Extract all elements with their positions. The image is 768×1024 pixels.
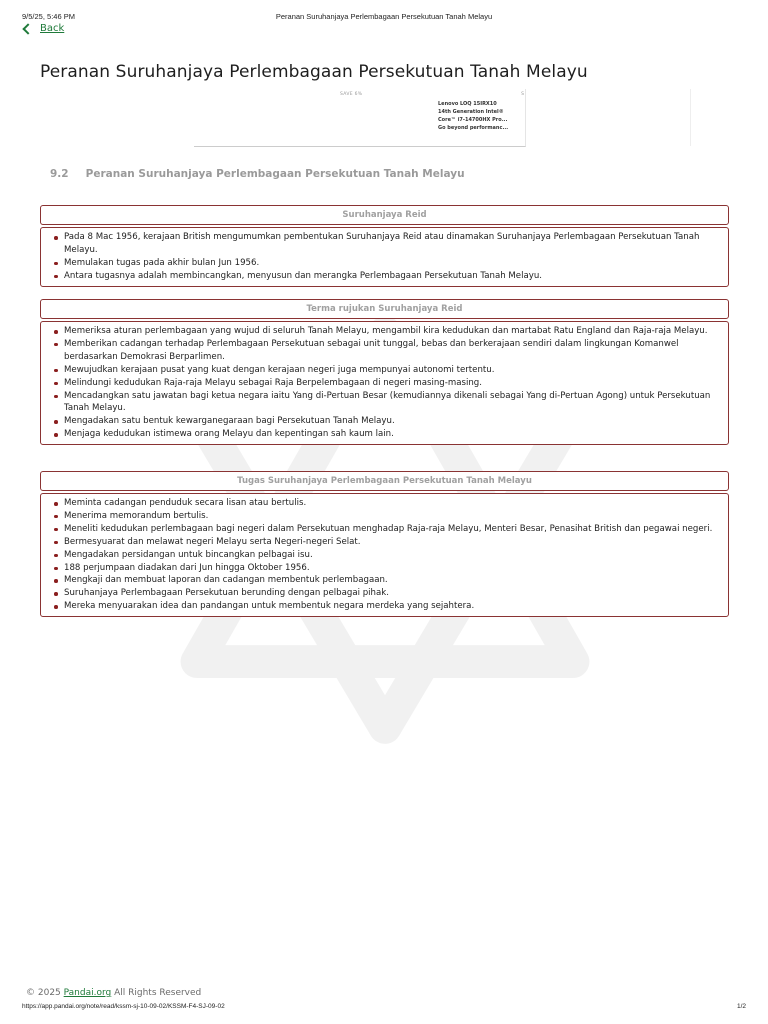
list-item: Meneliti kedudukan perlembagaan bagi negeri dalam Persekutuan menghadap Raja-raja Melayu, Menteri Besar, Penasihat British dan pegawai negeri. — [64, 523, 720, 536]
ad-product-line: Lenovo LOQ 15IRX10 — [438, 101, 497, 107]
list-item: Memberikan cadangan terhadap Perlembagaan Persekutuan sebagai unit tunggal, bebas dan berkerajaan sendiri dalam lingkungan Komanwel berdasarkan Demokrasi Berparlimen. — [64, 338, 720, 364]
advertisement-banner[interactable] — [194, 89, 526, 147]
back-link[interactable] — [24, 23, 64, 34]
list-item: Melindungi kedudukan Raja-raja Melayu sebagai Raja Berpelembagaan di negeri masing-masing. — [64, 377, 720, 390]
bullet-list — [49, 325, 720, 441]
print-document-title: Peranan Suruhanjaya Perlembagaan Persekutuan Tanah Melayu — [275, 12, 493, 21]
section-heading — [50, 168, 465, 180]
list-item: Mereka menyuarakan idea dan pandangan untuk membentuk negara merdeka yang sejahtera. — [64, 600, 720, 613]
box-title: Terma rujukan Suruhanjaya Reid — [40, 299, 729, 319]
box-body — [40, 493, 729, 617]
list-item: 188 perjumpaan diadakan dari Jun hingga Oktober 1956. — [64, 562, 720, 575]
bullet-list — [49, 231, 720, 283]
bullet-list — [49, 497, 720, 613]
list-item: Suruhanjaya Perlembagaan Persekutuan berunding dengan pelbagai pihak. — [64, 587, 720, 600]
ad-product-line: Core™ i7-14700HX Pro... — [438, 117, 508, 123]
section-title: Peranan Suruhanjaya Perlembagaan Persekutuan Tanah Melayu — [85, 168, 465, 180]
ad-save-badge-right: S — [521, 92, 524, 97]
print-date: 9/5/25, 5:46 PM — [22, 12, 75, 21]
page-title: Peranan Suruhanjaya Perlembagaan Persekutuan Tanah Melayu — [40, 62, 588, 82]
section-number: 9.2 — [50, 168, 69, 180]
print-header — [22, 12, 746, 22]
list-item: Bermesyuarat dan melawat negeri Melayu serta Negeri-negeri Selat. — [64, 536, 720, 549]
ad-divider — [690, 89, 691, 146]
box-body — [40, 321, 729, 445]
list-item: Meminta cadangan penduduk secara lisan atau bertulis. — [64, 497, 720, 510]
back-label: Back — [40, 23, 65, 34]
list-item: Memulakan tugas pada akhir bulan Jun 1956. — [64, 257, 720, 270]
list-item: Mengadakan satu bentuk kewarganegaraan bagi Persekutuan Tanah Melayu. — [64, 415, 720, 428]
box-title: Tugas Suruhanjaya Perlembagaan Persekutuan Tanah Melayu — [40, 471, 729, 491]
list-item: Mencadangkan satu jawatan bagi ketua negara iaitu Yang di-Pertuan Besar (kemudiannya dikenali sebagai Yang di-Pertuan Agong) untuk Persekutuan Tanah Melayu. — [64, 390, 720, 416]
copyright-prefix: © 2025 — [26, 988, 64, 998]
box-title: Suruhanjaya Reid — [40, 205, 729, 225]
box-body — [40, 227, 729, 287]
info-box-tugas-suruhanjaya — [40, 471, 729, 617]
info-box-terma-rujukan — [40, 299, 729, 445]
copyright-suffix: All Rights Reserved — [111, 988, 202, 998]
ad-product-text — [438, 100, 508, 132]
list-item: Menerima memorandum bertulis. — [64, 510, 720, 523]
list-item: Memeriksa aturan perlembagaan yang wujud di seluruh Tanah Melayu, mengambil kira kedudukan dan martabat Ratu England dan Raja-raja Melayu. — [64, 325, 720, 338]
list-item: Mewujudkan kerajaan pusat yang kuat dengan kerajaan negeri juga mempunyai autonomi tertentu. — [64, 364, 720, 377]
ad-product-line: Go beyond performanc... — [438, 125, 509, 131]
ad-save-badge: SAVE 6% — [340, 92, 363, 97]
print-url: https://app.pandai.org/note/read/kssm-sj-10-09-02/KSSM-F4-SJ-09-02 — [22, 1003, 225, 1010]
chevron-left-icon — [22, 23, 33, 34]
print-footer — [22, 1003, 746, 1013]
list-item: Pada 8 Mac 1956, kerajaan British mengumumkan pembentukan Suruhanjaya Reid atau dinamakan Suruhanjaya Perlembagaan Persekutuan Tanah Melayu. — [64, 231, 720, 257]
list-item: Mengkaji dan membuat laporan dan cadangan membentuk perlembagaan. — [64, 574, 720, 587]
list-item: Mengadakan persidangan untuk bincangkan pelbagai isu. — [64, 549, 720, 562]
list-item: Antara tugasnya adalah membincangkan, menyusun dan merangka Perlembagaan Persekutuan Tanah Melayu. — [64, 270, 720, 283]
ad-product-line: 14th Generation Intel® — [438, 109, 504, 115]
list-item: Menjaga kedudukan istimewa orang Melayu dan kepentingan sah kaum lain. — [64, 428, 720, 441]
pandai-link[interactable]: Pandai.org — [63, 988, 112, 998]
info-box-suruhanjaya-reid — [40, 205, 729, 287]
print-page-number: 1/2 — [736, 1003, 746, 1010]
footer-copyright — [26, 988, 201, 998]
